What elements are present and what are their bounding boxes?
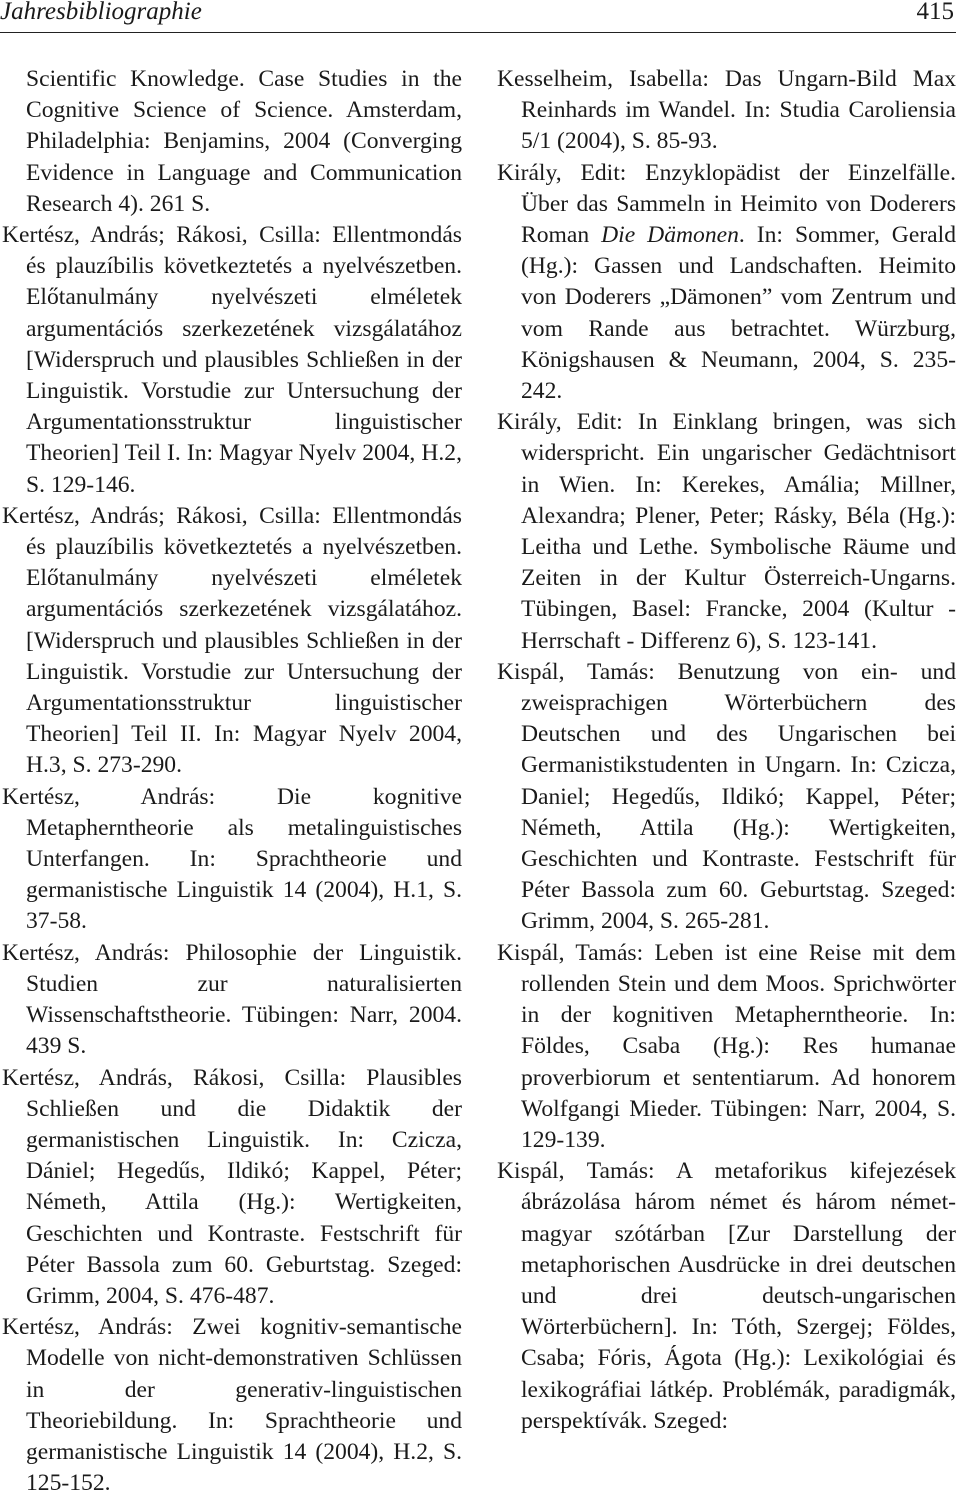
right-column	[497, 64, 956, 1437]
bibliography-entry: Kispál, Tamás: Leben ist eine Reise mit dem rollenden Stein und dem Moos. Sprichwörter in der kognitiven Metapherntheorie. In: Földes, Csaba (Hg.): Res humanae proverbiorum et sententiarum. Ad honorem Wolfgangi Mieder. Tübingen: Narr, 2004, S. 129-139.	[497, 939, 956, 1153]
bibliography-entry: Király, Edit: In Einklang bringen, was sich widerspricht. Ein ungarischer Gedächtnisort in Wien. In: Kerekes, Amália; Millner, Alexandra; Plener, Peter; Rásky, Béla (Hg.): Leitha und Lethe. Symbolische Räume und Zeiten in der Kultur Österreich-Ungarns. Tübingen, Basel: Francke, 2004 (Kultur - Herrschaft - Differenz 6), S. 123-141.	[497, 409, 956, 654]
bibliography-entry: Kertész, András: Die kognitive Metapherntheorie als metalinguistisches Unterfangen. In: Sprachtheorie und germanistische Linguistik 14 (2004), H.1, S. 37-58.	[2, 783, 462, 935]
bibliography-entry: Kesselheim, Isabella: Das Ungarn-Bild Max Reinhards im Wandel. In: Studia Caroliensia 5/1 (2004), S. 85-93.	[497, 66, 956, 155]
running-head-title: Jahresbibliographie	[0, 0, 202, 25]
bibliography-entry: Kispál, Tamás: A metaforikus kifejezések ábrázolása három német és három német-magyar szótárban [Zur Darstellung der metaphorischen Ausdrücke in drei deutschen und drei deutsch-ungarischen Wörterbüchern]. In: Tóth, Szergej; Földes, Csaba; Fóris, Ágota (Hg.): Lexikológiai és lexikográfiai látkép. Problémák, paradigmák, perspektívák. Szeged:	[497, 1158, 956, 1434]
bibliography-entry: Kertész, András, Rákosi, Csilla: Plausibles Schließen und die Didaktik der germanistischen Linguistik. In: Czicza, Dániel; Hegedűs, Ildikó; Kappel, Péter; Németh, Attila (Hg.): Wertigkeiten, Geschichten und Kontraste. Festschrift für Péter Bassola zum 60. Geburtstag. Szeged: Grimm, 2004, S. 476-487.	[2, 1064, 462, 1309]
bibliography-entry: Kispál, Tamás: Benutzung von ein- und zweisprachigen Wörterbüchern des Deutschen und des Ungarischen bei Germanistikstudenten in Ungarn. In: Czicza, Daniel; Hegedűs, Ildikó; Kappel, Péter; Németh, Attila (Hg.): Wertigkeiten, Geschichten und Kontraste. Festschrift für Péter Bassola zum 60. Geburtstag. Szeged: Grimm, 2004, S. 265-281.	[497, 658, 956, 935]
left-column	[2, 64, 462, 1499]
bibliography-entry: Kertész, András: Philosophie der Linguistik. Studien zur naturalisierten Wissenschaftstheorie. Tübingen: Narr, 2004. 439 S.	[2, 939, 462, 1060]
running-head	[0, 0, 956, 33]
bibliography-entry: Kertész, András; Rákosi, Csilla: Ellentmondás és plauzíbilis következtetés a nyelvészetben. Előtanulmány nyelvészeti elméletek argumentációs szerkezetének vizsgálatához. [Widerspruch und plausibles Schließen in der Linguistik. Vorstudie zur Untersuchung der Argumentationsstruktur linguistischer Theorien] Teil II. In: Magyar Nyelv 2004, H.3, S. 273-290.	[2, 502, 462, 779]
entry-text: . In: Sommer, Gerald (Hg.): Gassen und Landschaften. Heimito von Doderers „Dämonen” vom Zentrum und vom Rande aus betrachtet. Würzburg, Königshausen & Neumann, 2004, S. 235-242.	[521, 222, 957, 405]
bibliography-entry: Kertész, András: Zwei kognitiv-semantische Modelle von nicht-demonstrativen Schlüssen in der generativ-linguistischen Theoriebildung. In: Sprachtheorie und germanistische Linguistik 14 (2004), H.2, S. 125-152.	[2, 1314, 462, 1497]
entry-text: Király, Edit: Enzyklopädist der Einzelfälle. Über das Sammeln in Heimito von Doderers Roman	[497, 159, 956, 249]
work-title-italic: Die Dämonen	[601, 222, 739, 249]
bibliography-entry: Scientific Knowledge. Case Studies in the Cognitive Science of Science. Amsterdam, Philadelphia: Benjamins, 2004 (Converging Evidence in Language and Communication Research 4). 261 S.	[26, 66, 462, 217]
bibliography-entry	[497, 158, 956, 408]
page-number: 415	[916, 0, 954, 25]
bibliography-entry: Kertész, András; Rákosi, Csilla: Ellentmondás és plauzíbilis következtetés a nyelvészetben. Előtanulmány nyelvészeti elméletek argumentációs szerkezetének vizsgálatához [Widerspruch und plausibles Schließen in der Linguistik. Vorstudie zur Untersuchung der Argumentationsstruktur linguistischer Theorien] Teil I. In: Magyar Nyelv 2004, H.2, S. 129-146.	[2, 222, 462, 498]
